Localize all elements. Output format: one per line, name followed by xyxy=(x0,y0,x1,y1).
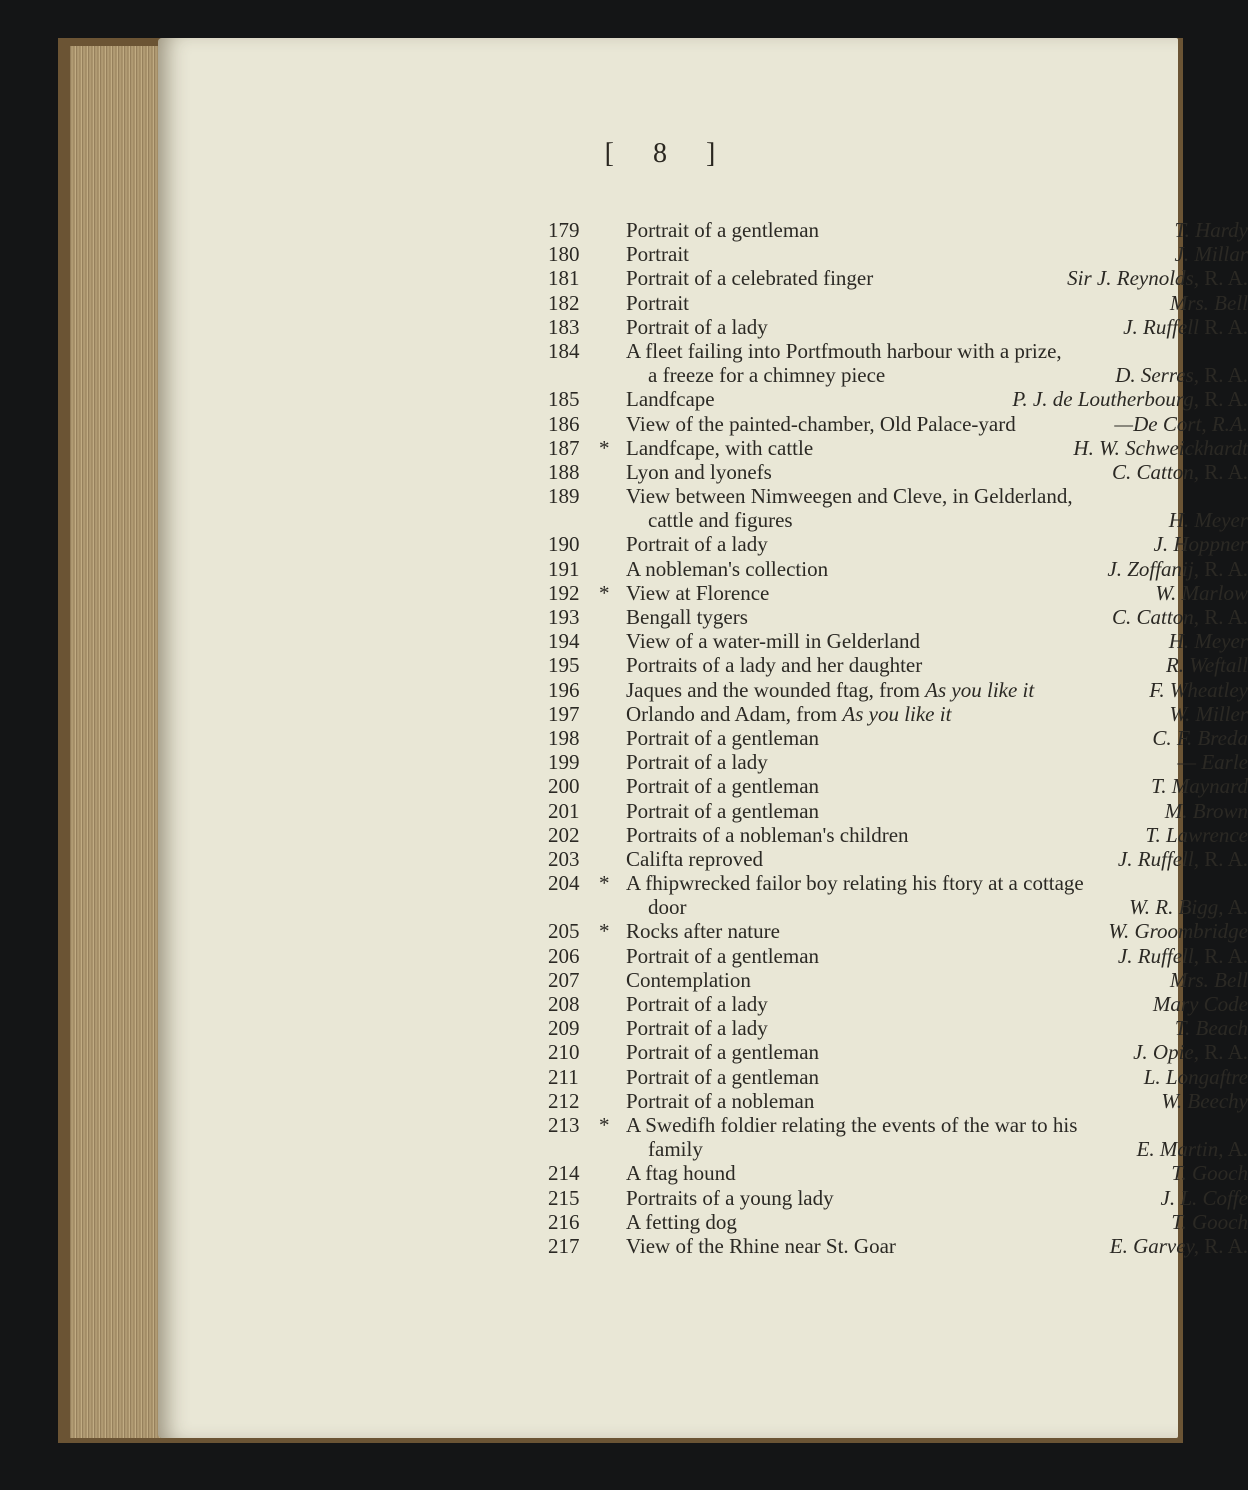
academy-suffix: R. A. xyxy=(1198,363,1248,388)
artist-name: W. Groombridge xyxy=(1108,919,1248,944)
catalogue-entry xyxy=(548,678,1248,702)
entry-number: 191 xyxy=(548,556,580,581)
entry-title-italic: As you like it xyxy=(842,701,952,726)
artist-name: C. Catton, xyxy=(1112,605,1199,629)
artist-name: Sir J. Reynolds, xyxy=(1067,266,1199,291)
artist-name: J. Ruffell xyxy=(1123,314,1199,339)
entry-title: View of the painted-chamber, Old Palace-yard xyxy=(626,411,1016,436)
entry-number: 214 xyxy=(548,1161,580,1186)
entry-title: Portrait of a lady xyxy=(626,1016,768,1041)
artist-name: — Earle xyxy=(1177,750,1248,775)
entry-title: Portrait xyxy=(626,242,689,267)
entry-number: 189 xyxy=(548,484,580,509)
entry-title xyxy=(626,678,1034,703)
entry-title: Portrait of a gentleman xyxy=(626,774,820,799)
artist-name: M. Brown xyxy=(1164,798,1248,823)
entry-title: Contemplation xyxy=(626,967,751,992)
entry-artist xyxy=(1123,315,1248,340)
artist-name: H. Meyer xyxy=(1168,629,1248,654)
entry-title: Portrait of a gentleman xyxy=(626,1064,820,1089)
artist-name: —De Cort, R.A. xyxy=(1114,411,1248,436)
catalogue-entry xyxy=(548,484,1248,508)
entry-artist xyxy=(1170,291,1248,316)
entry-artist xyxy=(1153,992,1248,1017)
entry-artist xyxy=(1149,678,1248,703)
entry-number: 187 xyxy=(548,435,580,460)
entry-artist xyxy=(1145,823,1248,848)
artist-name: J. Millar xyxy=(1174,242,1248,267)
entry-title: Portrait of a nobleman xyxy=(626,1088,815,1113)
entry-artist xyxy=(1175,218,1248,243)
new-exhibitor-mark: * xyxy=(599,919,610,944)
artist-name: H. W. Schweickhardt xyxy=(1073,435,1248,460)
catalogue-entry xyxy=(548,1161,1248,1185)
entry-artist xyxy=(1169,508,1248,533)
entry-artist xyxy=(1118,847,1248,872)
entry-number: 207 xyxy=(548,967,580,992)
entry-artist xyxy=(1154,532,1248,557)
entry-number: 208 xyxy=(548,992,580,1016)
academy-suffix: R. A. xyxy=(1198,1233,1248,1258)
entry-number: 200 xyxy=(548,774,580,799)
entry-number: 199 xyxy=(548,750,580,775)
entry-number: 182 xyxy=(548,290,580,315)
entry-number: 212 xyxy=(548,1088,580,1113)
entry-number: 198 xyxy=(548,725,580,750)
academy-suffix: A. xyxy=(1223,895,1248,920)
catalogue-entry xyxy=(548,847,1248,871)
entry-number: 215 xyxy=(548,1185,580,1210)
entry-title: Portrait of a gentleman xyxy=(626,943,820,968)
entry-number: 183 xyxy=(548,314,580,339)
entry-number: 185 xyxy=(548,387,580,412)
artist-name: W. Beechy xyxy=(1161,1088,1248,1113)
entry-number: 206 xyxy=(548,943,580,968)
catalogue-entry xyxy=(548,218,1248,242)
catalogue-entry xyxy=(548,750,1248,774)
entry-number: 179 xyxy=(548,218,580,242)
artist-name: L. Longaftre xyxy=(1143,1064,1248,1089)
page-number-header: [ 8 ] xyxy=(604,138,732,169)
entry-title: family xyxy=(648,1137,703,1162)
catalogue-entry xyxy=(548,291,1248,315)
entry-title: Portrait xyxy=(626,290,689,315)
entry-title: Portrait of a lady xyxy=(626,314,768,339)
entry-number: 197 xyxy=(548,701,580,726)
entry-title: A fleet failing into Portfmouth harbour with a prize, xyxy=(626,338,1062,363)
catalogue-entry xyxy=(548,412,1248,436)
catalogue-entry xyxy=(548,968,1248,992)
artist-name: E. Martin, xyxy=(1136,1137,1224,1162)
entry-number: 192 xyxy=(548,580,580,605)
entry-number: 188 xyxy=(548,459,580,484)
academy-suffix: R. A. xyxy=(1198,943,1248,968)
entry-artist xyxy=(1110,1234,1248,1259)
entry-artist xyxy=(1175,242,1248,267)
artist-name: T. Maynard xyxy=(1151,774,1248,799)
entry-title: Portrait of a gentleman xyxy=(626,798,820,823)
entry-number: 180 xyxy=(548,242,580,267)
catalogue-entry xyxy=(548,1065,1248,1089)
artist-name: D. Serres, xyxy=(1115,363,1199,388)
catalogue-entry xyxy=(548,895,1248,919)
entry-title: A Swedifh foldier relating the events of the war to his xyxy=(626,1112,1078,1137)
new-exhibitor-mark: * xyxy=(599,871,610,896)
entry-artist xyxy=(1012,387,1248,412)
entry-title: Portraits of a nobleman's children xyxy=(626,822,909,847)
catalogue-entry xyxy=(548,992,1248,1016)
artist-name: Mrs. Bell xyxy=(1169,967,1248,992)
catalogue-entry xyxy=(548,1137,1248,1161)
entry-title: A fetting dog xyxy=(626,1209,737,1234)
entry-artist xyxy=(1118,944,1248,969)
entry-number: 210 xyxy=(548,1040,580,1065)
entry-artist xyxy=(1166,653,1248,678)
entry-title-italic: As you like it xyxy=(925,677,1035,702)
new-exhibitor-mark: * xyxy=(599,435,610,460)
entry-number: 184 xyxy=(548,338,580,363)
artist-name: Mrs. Bell xyxy=(1169,290,1248,315)
entry-title: door xyxy=(648,895,687,920)
entry-title: Califta reproved xyxy=(626,846,764,871)
entry-number: 216 xyxy=(548,1209,580,1234)
artist-name: Mary Code xyxy=(1152,992,1248,1016)
catalogue-entry xyxy=(548,919,1248,943)
artist-name: T. Beach xyxy=(1174,1016,1248,1041)
artist-name: W. Miller xyxy=(1169,701,1248,726)
artist-name: W. Marlow xyxy=(1155,580,1248,605)
entry-title: View of the Rhine near St. Goar xyxy=(626,1233,896,1258)
academy-suffix: R. A. xyxy=(1198,846,1248,871)
entry-artist xyxy=(1067,266,1248,291)
artist-name: W. R. Bigg, xyxy=(1129,895,1224,920)
entry-title: Portrait of a lady xyxy=(626,532,768,557)
entry-artist xyxy=(1144,1065,1248,1090)
page-edges xyxy=(70,46,170,1438)
entry-title: Portrait of a gentleman xyxy=(626,725,820,750)
entry-number: 211 xyxy=(548,1064,579,1089)
entry-title: Lyon and lyonefs xyxy=(626,459,772,484)
entry-artist xyxy=(1161,1186,1248,1211)
entry-artist xyxy=(1177,750,1248,775)
entry-number: 181 xyxy=(548,266,580,291)
entry-artist xyxy=(1155,581,1248,606)
entry-number: 190 xyxy=(548,532,580,557)
entry-number: 217 xyxy=(548,1233,580,1258)
catalogue-entry xyxy=(548,774,1248,798)
entry-number: 204 xyxy=(548,871,580,896)
entry-artist xyxy=(1107,557,1248,582)
entry-title: View at Florence xyxy=(626,580,770,605)
artist-name: T. Lawrence xyxy=(1145,822,1248,847)
academy-suffix: A. xyxy=(1223,1137,1248,1162)
entry-number: 202 xyxy=(548,822,580,847)
academy-suffix: R. A. xyxy=(1198,266,1248,291)
entry-title: A nobleman's collection xyxy=(626,556,829,581)
catalogue-entry xyxy=(548,1016,1248,1040)
entry-title: Portrait of a gentleman xyxy=(626,218,820,242)
catalogue-entry xyxy=(548,1089,1248,1113)
entry-artist xyxy=(1112,605,1248,630)
artist-name: J. Opie, xyxy=(1133,1040,1199,1065)
entry-title: Landfcape, with cattle xyxy=(626,435,814,460)
catalogue-entry xyxy=(548,557,1248,581)
catalogue-entry xyxy=(548,315,1248,339)
artist-name: E. Garvey, xyxy=(1109,1233,1199,1258)
entry-artist xyxy=(1114,412,1248,437)
artist-name: J. L. Coffe xyxy=(1160,1185,1248,1210)
book-page xyxy=(158,38,1248,1438)
catalogue-entry xyxy=(548,508,1248,532)
entry-number: 194 xyxy=(548,629,580,654)
catalogue-entry xyxy=(548,653,1248,677)
entry-artist xyxy=(1161,1089,1248,1114)
academy-suffix: R. A. xyxy=(1198,1040,1248,1065)
entry-number: 201 xyxy=(548,798,580,823)
artist-name: T. Gooch xyxy=(1171,1209,1248,1234)
catalogue-entry xyxy=(548,1234,1248,1258)
catalogue-entry xyxy=(548,436,1248,460)
catalogue-entry xyxy=(548,629,1248,653)
entry-artist xyxy=(1137,1137,1248,1162)
catalogue-entry xyxy=(548,605,1248,629)
entry-artist xyxy=(1133,1040,1248,1065)
entry-number: 205 xyxy=(548,919,580,944)
entry-title-text: Orlando and Adam, from xyxy=(626,701,843,726)
catalogue-entry xyxy=(548,460,1248,484)
catalogue-entry xyxy=(548,1210,1248,1234)
catalogue-entry xyxy=(548,1040,1248,1064)
academy-suffix: R. A. xyxy=(1198,556,1248,581)
new-exhibitor-mark: * xyxy=(599,1112,610,1137)
entry-title: View of a water-mill in Gelderland xyxy=(626,629,920,654)
catalogue-entry xyxy=(548,387,1248,411)
artist-name: J. Zoffanij, xyxy=(1107,556,1199,581)
catalogue-entry xyxy=(548,944,1248,968)
entry-title: View between Nimweegen and Cleve, in Gelderland, xyxy=(626,484,1073,509)
artist-name: C. Catton, xyxy=(1112,459,1199,484)
entry-artist xyxy=(1171,1161,1248,1186)
catalogue-entry xyxy=(548,266,1248,290)
entry-number: 195 xyxy=(548,653,580,678)
academy-suffix: R. A. xyxy=(1198,314,1248,339)
artist-name: T. Hardy xyxy=(1174,218,1248,242)
entry-title: cattle and figures xyxy=(648,508,793,533)
entry-artist xyxy=(1165,799,1248,824)
academy-suffix: R. A. xyxy=(1198,387,1248,412)
artist-name: R. Weftall xyxy=(1165,653,1248,678)
artist-name: J. Hoppner xyxy=(1153,532,1248,557)
entry-title: Portrait of a lady xyxy=(626,992,768,1016)
new-exhibitor-mark: * xyxy=(599,580,610,605)
entry-number: 193 xyxy=(548,605,580,629)
catalogue-entry xyxy=(548,726,1248,750)
entry-title: Portrait of a lady xyxy=(626,750,768,775)
catalogue-entry xyxy=(548,823,1248,847)
entry-artist xyxy=(1175,1016,1248,1041)
artist-name: F. Wheatley xyxy=(1149,677,1248,702)
catalogue-entry xyxy=(548,339,1248,363)
entry-artist xyxy=(1171,1210,1248,1235)
catalogue-entry xyxy=(548,532,1248,556)
catalogue-entry xyxy=(548,242,1248,266)
entry-number: 203 xyxy=(548,846,580,871)
entry-artist xyxy=(1108,919,1248,944)
entry-title: Portraits of a young lady xyxy=(626,1185,834,1210)
entry-number: 209 xyxy=(548,1016,580,1041)
entry-title: Rocks after nature xyxy=(626,919,780,944)
entry-artist xyxy=(1169,629,1248,654)
catalogue-entry xyxy=(548,871,1248,895)
entry-artist xyxy=(1170,968,1248,993)
entry-title: Bengall tygers xyxy=(626,605,748,629)
entry-artist xyxy=(1115,363,1248,388)
entry-title-text: Jaques and the wounded ftag, from xyxy=(626,677,926,702)
artist-name: J. Ruffell, xyxy=(1117,846,1199,871)
academy-suffix: R. A. xyxy=(1198,605,1248,629)
artist-name: H. Meyer xyxy=(1168,508,1248,533)
catalogue-entry xyxy=(548,1113,1248,1137)
entry-number: 186 xyxy=(548,411,580,436)
artist-name: T. Gooch xyxy=(1171,1161,1248,1186)
entry-artist xyxy=(1073,436,1248,461)
entry-title: Landfcape xyxy=(626,387,715,412)
catalogue-entry xyxy=(548,799,1248,823)
entry-title: A fhipwrecked failor boy relating his ftory at a cottage xyxy=(626,871,1084,896)
entry-title: Portrait of a celebrated finger xyxy=(626,266,874,291)
entry-artist xyxy=(1169,702,1248,727)
entry-artist xyxy=(1129,895,1248,920)
entry-artist xyxy=(1152,726,1248,751)
entry-title: a freeze for a chimney piece xyxy=(648,363,886,388)
catalogue-entry xyxy=(548,363,1248,387)
artist-name: P. J. de Loutherbourg, xyxy=(1012,387,1199,412)
entry-title: Portrait of a gentleman xyxy=(626,1040,820,1065)
artist-name: C. F. Breda xyxy=(1152,725,1248,750)
artist-name: J. Ruffell, xyxy=(1117,943,1199,968)
entry-artist xyxy=(1151,774,1248,799)
catalogue-entry xyxy=(548,1186,1248,1210)
entry-title: Portraits of a lady and her daughter xyxy=(626,653,923,678)
entry-title: A ftag hound xyxy=(626,1161,736,1186)
catalogue-entry xyxy=(548,581,1248,605)
entry-number: 213 xyxy=(548,1112,580,1137)
academy-suffix: R. A. xyxy=(1198,459,1248,484)
catalogue-list xyxy=(548,218,1248,1258)
entry-number: 196 xyxy=(548,677,580,702)
catalogue-entry xyxy=(548,702,1248,726)
entry-artist xyxy=(1112,460,1248,485)
entry-title xyxy=(626,702,951,727)
